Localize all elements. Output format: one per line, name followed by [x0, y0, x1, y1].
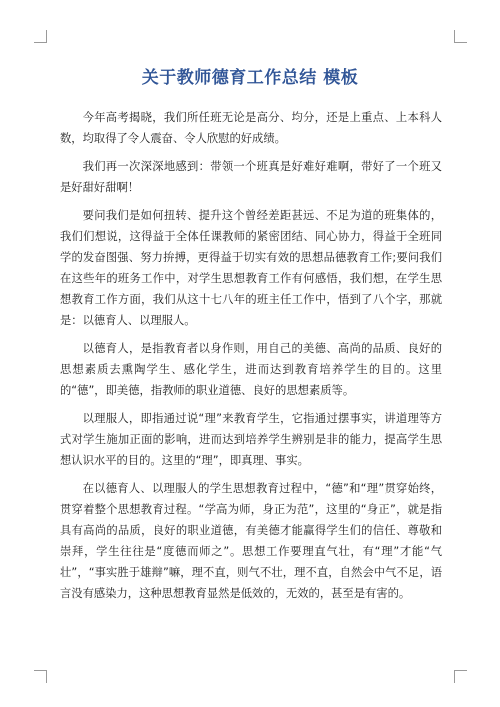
paragraph: 以德育人，是指教育者以身作则，用自己的美德、高尚的品质、良好的思想素质去熏陶学生、感化学生，进而达到教育培养学生的目的。这里的“德”，即美德，指教师的职业道德、良好的思想素质等。	[60, 342, 442, 397]
paragraph: 要问我们是如何扭转、提升这个曾经差距甚远、不足为道的班集体的，我们们想说，这得益于全体任课教师的紧密团结、同心协力，得益于全班同学的发奋图强、努力拚搏，更得益于切实有效的思想品德教育工作;要问我们在这些年的班务工作中，对学生思想教育工作有何感悟，我们想，在学生思想教育工作方面，我们从这十七八年的班主任工作中，悟到了八个字，那就是：以德育人、以理服人。	[60, 209, 442, 327]
paragraph: 今年高考揭晓，我们所任班无论是高分、均分，还是上重点、上本科人数，均取得了令人震奋、令人欣慰的好成绩。	[60, 111, 442, 145]
paragraph: 我们再一次深深地感到：带领一个班真是好难好难啊，带好了一个班又是好甜好甜啊！	[60, 160, 442, 194]
document-body	[60, 107, 442, 611]
crop-mark-top-right	[454, 30, 467, 43]
paragraph: 以理服人，即指通过说“理”来教育学生，它指通过摆事实，讲道理等方式对学生施加正面的影响，进而达到培养学生辨别是非的能力，提高学生思想认识水平的目的。这里的“理”，即真理、事实。	[60, 412, 442, 467]
crop-mark-top-left	[34, 30, 47, 43]
crop-mark-bottom-right	[454, 670, 467, 683]
crop-mark-bottom-left	[34, 670, 47, 683]
document-title: 关于教师德育工作总结 模板	[141, 68, 359, 88]
paragraph: 在以德育人、以理服人的学生思想教育过程中，“德”和“理”贯穿始终，贯穿着整个思想教育过程。“学高为师，身正为范”，这里的“身正”，就是指具有高尚的品质，良好的职业道德，有美德才能赢得学生们的信任、尊敬和崇拜，学生往往是“度德而师之”。思想工作要理直气壮，有“理”才能“气壮”，“事实胜于雄辩”嘛，理不直，则气不壮，理不直，自然会中气不足，语言没有感染力，这种思想教育显然是低效的，无效的，甚至是有害的。	[60, 482, 442, 600]
